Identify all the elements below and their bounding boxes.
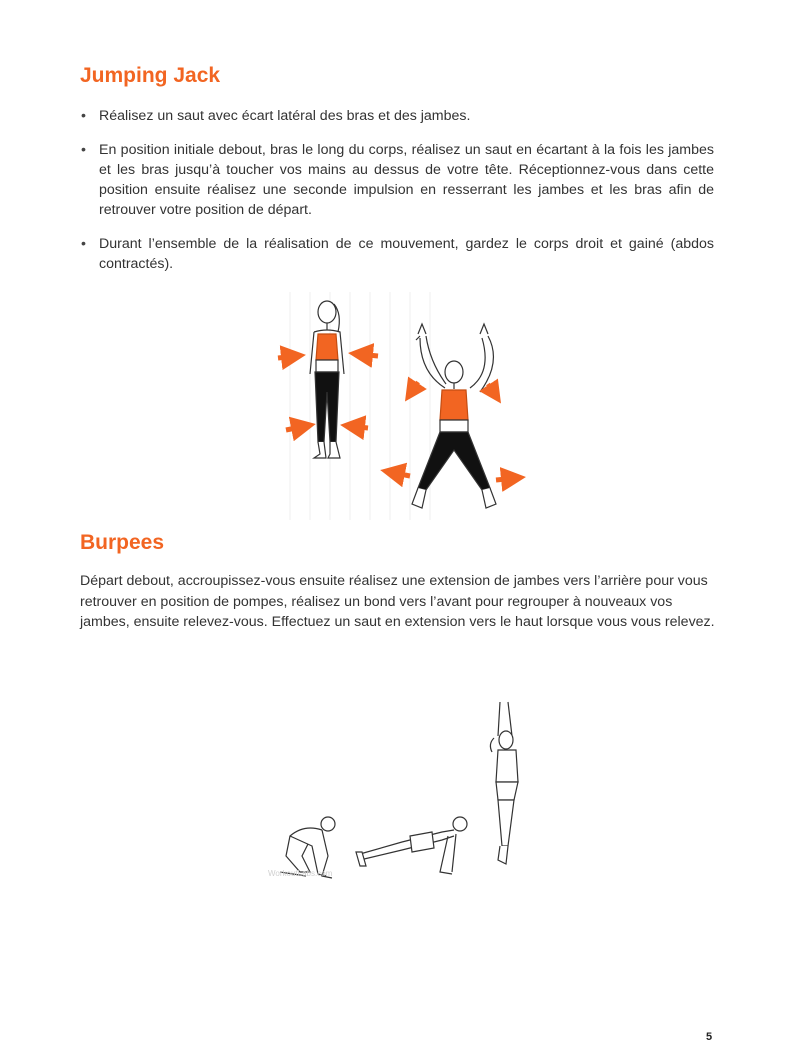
- jumping-figure: [412, 324, 496, 508]
- bullet-item: • Réalisez un saut avec écart latéral des bras et des jambes.: [80, 106, 714, 126]
- watermark-text: WorkoutLabs.com: [268, 869, 333, 878]
- bullet-item: • En position initiale debout, bras le long du corps, réalisez un saut en écartant à la fois les jambes et les bras jusqu’à toucher vos mains au dessus de votre tête. Réceptionnez-vous dans cette position ensuite réalisez une seconde impulsion en resserrant les jambes et les bras afin de retrouver votre position de départ.: [80, 140, 714, 220]
- standing-figure: [310, 301, 344, 458]
- bullet-item: • Durant l’ensemble de la réalisation de ce mouvement, gardez le corps droit et gainé (abdos contractés).: [80, 234, 714, 274]
- burpees-illustration: [262, 696, 534, 888]
- jumping-jack-instructions: [80, 106, 714, 288]
- section-title-burpees: Burpees: [80, 531, 165, 554]
- jumping-jack-illustration: [270, 292, 530, 520]
- plank-figure: [356, 817, 467, 874]
- section-title-jumping-jack: Jumping Jack: [80, 64, 221, 87]
- jump-figure: [490, 702, 518, 864]
- page-number: 5: [706, 1031, 713, 1043]
- burpees-description: Départ debout, accroupissez-vous ensuite réalisez une extension de jambes vers l’arrière pour vous retrouver en position de pompes, réalisez un bond vers l’avant pour regrouper à nouveaux vos jambes, ensuite relevez-vous. Effectuez un saut en extension vers le haut lorsque vous vous relevez.: [80, 573, 715, 630]
